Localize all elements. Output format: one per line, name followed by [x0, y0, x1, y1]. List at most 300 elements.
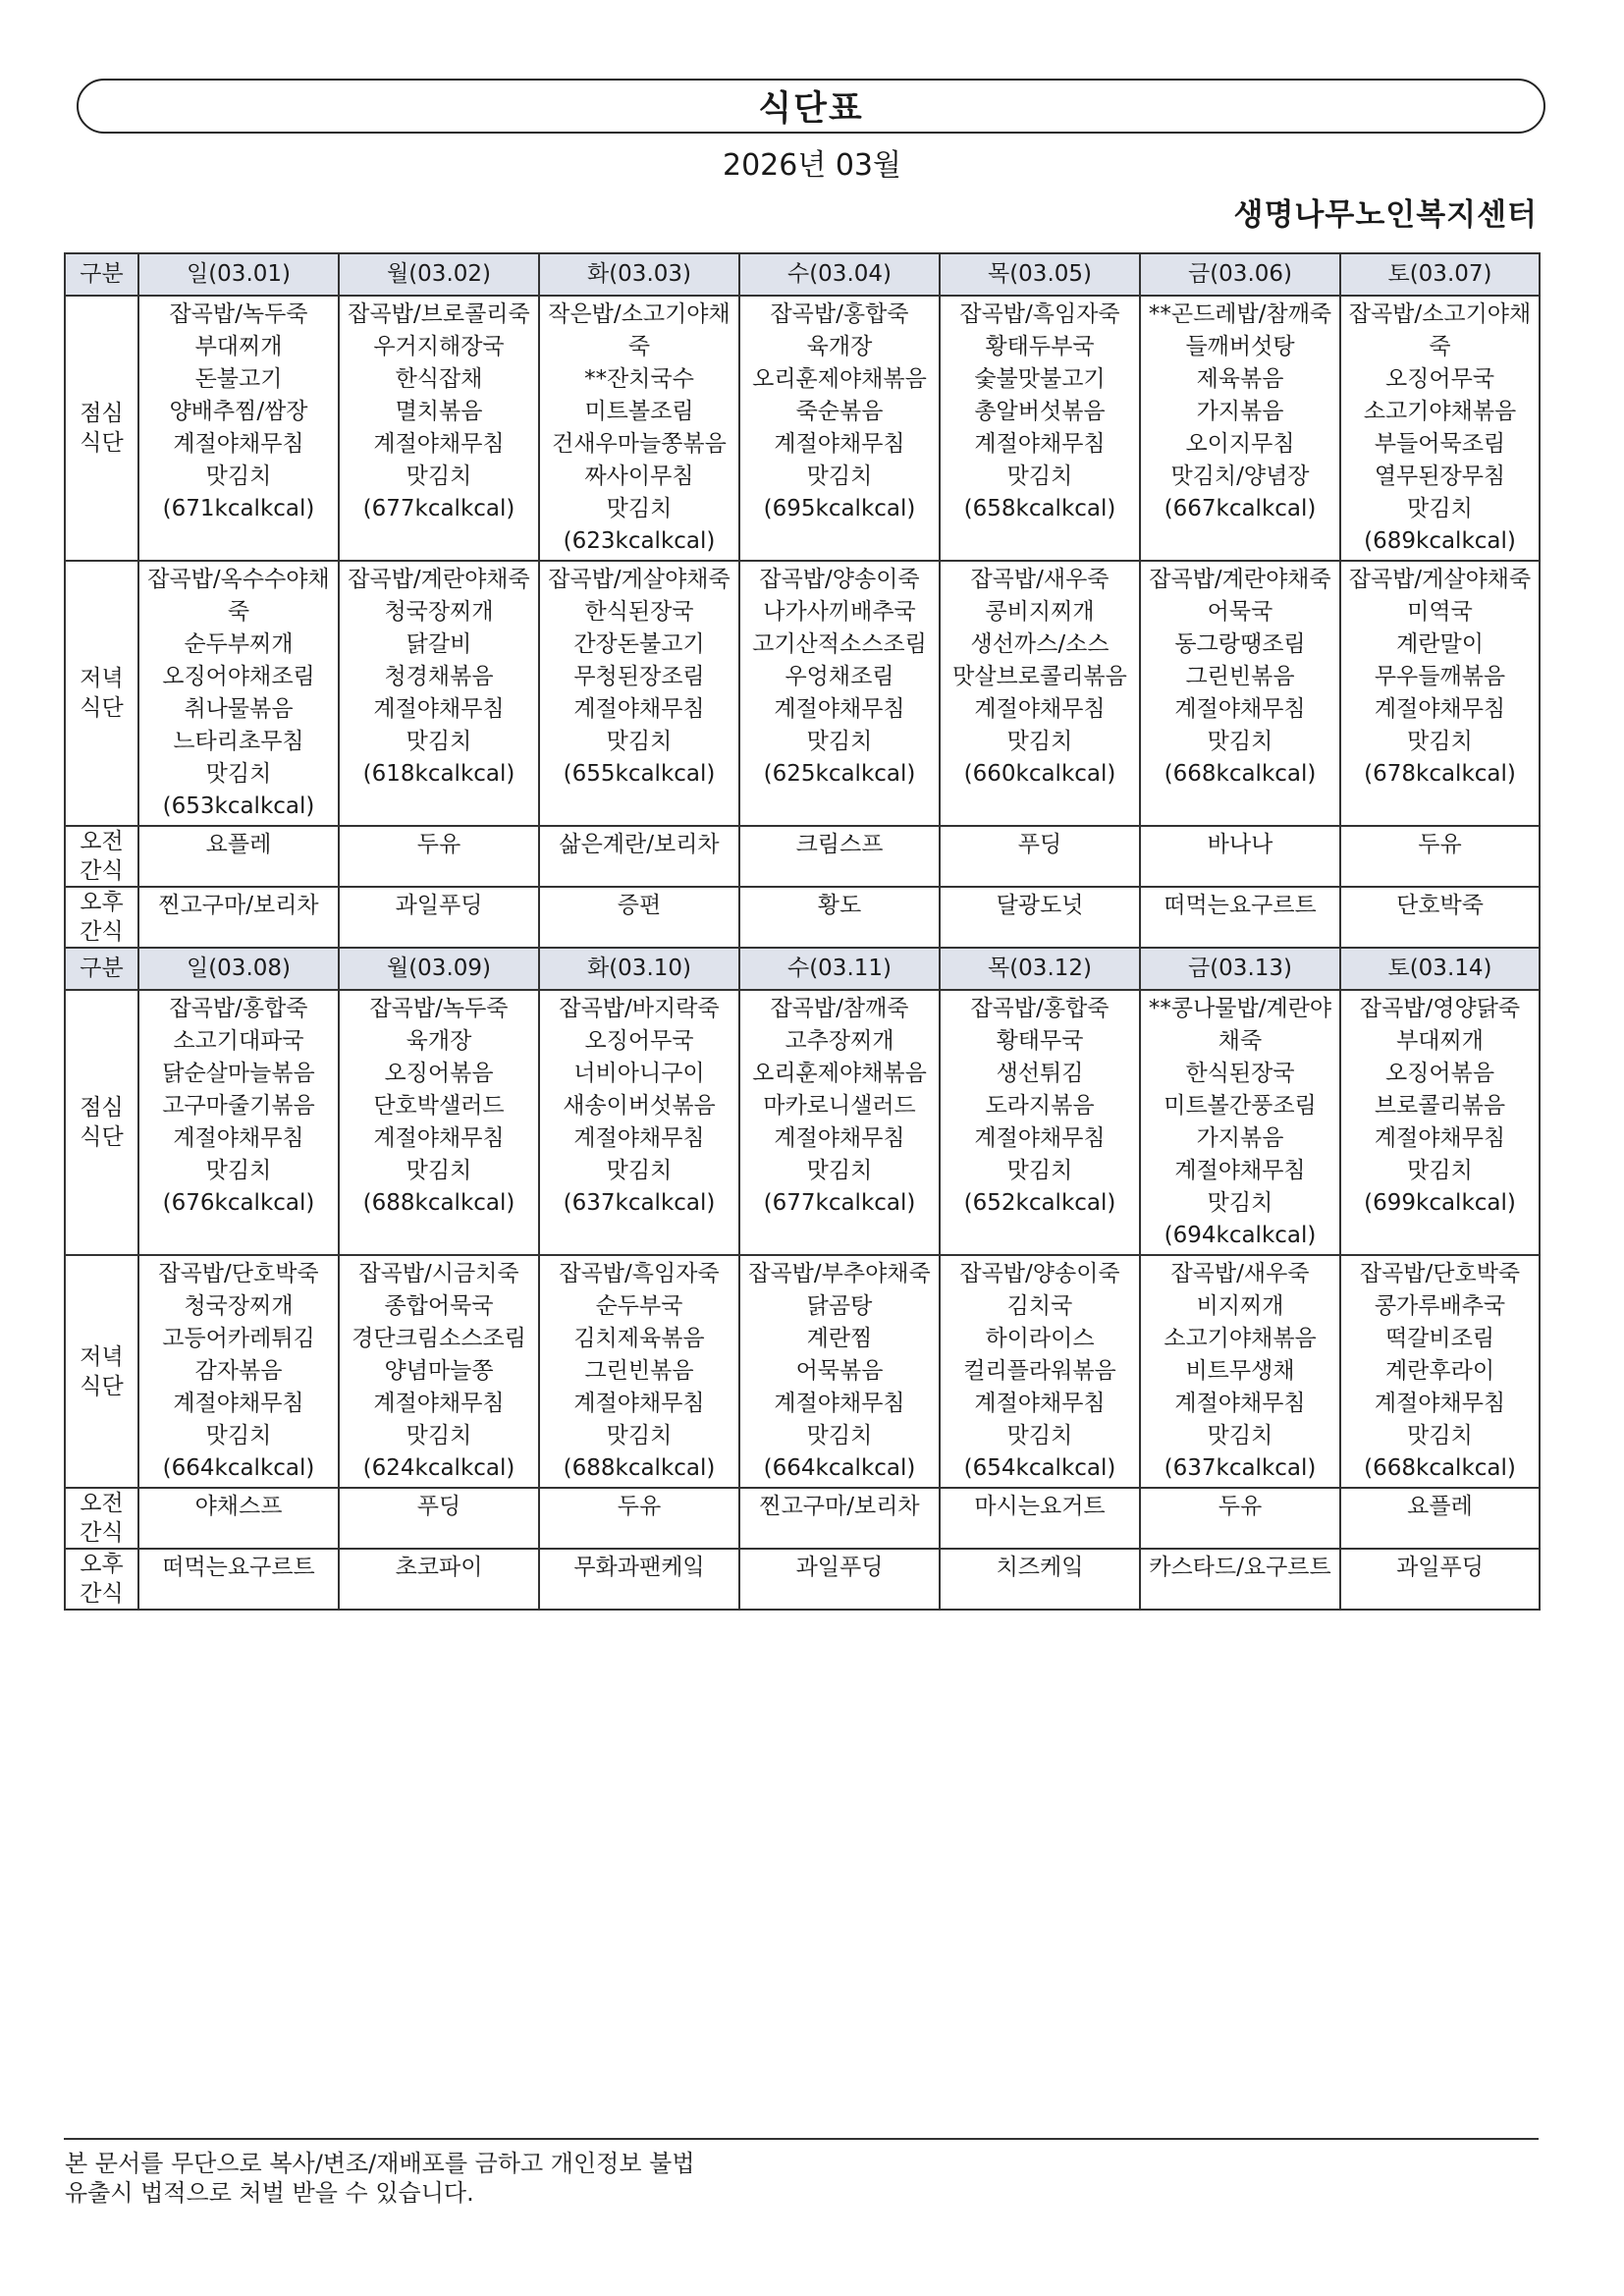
copyright-line-1: 본 문서를 무단으로 복사/변조/재배포를 금하고 개인정보 불법	[65, 2150, 695, 2177]
meal-cell	[940, 990, 1140, 1255]
calorie-value: (655kcalkcal)	[563, 761, 716, 787]
menu-item: 느타리초무침	[173, 729, 304, 754]
am-snack-row-label: 오전 간식	[65, 826, 138, 887]
snack-cell	[1340, 887, 1540, 948]
menu-item: 계절야채무침	[774, 1391, 905, 1416]
menu-item: 잡곡밥/홍합죽	[970, 996, 1110, 1021]
meal-cell	[940, 561, 1140, 826]
menu-item: 잡곡밥/참깨죽	[770, 996, 909, 1021]
menu-item: 부대찌개	[1396, 1028, 1484, 1054]
menu-item: 어묵볶음	[795, 1358, 884, 1384]
day-header: 화(03.10)	[539, 948, 739, 990]
calorie-value: (664kcalkcal)	[763, 1455, 916, 1481]
snack-item: 황도	[817, 893, 862, 918]
pm-snack-row-label: 오후 간식	[65, 887, 138, 948]
snack-cell	[1140, 887, 1340, 948]
snack-cell	[138, 826, 339, 887]
center-name: 생명나무노인복지센터	[1233, 197, 1538, 233]
lunch-row-label: 점심 식단	[65, 990, 138, 1255]
day-header: 일(03.08)	[138, 948, 339, 990]
menu-item: 맛김치	[406, 1423, 472, 1449]
menu-item: 우거지해장국	[373, 334, 505, 359]
snack-cell	[1140, 1488, 1340, 1549]
meal-cell	[138, 296, 339, 561]
menu-item: 계란찜	[806, 1326, 873, 1351]
menu-item: **잔치국수	[584, 366, 694, 392]
menu-item: 잡곡밥/시금치죽	[358, 1261, 519, 1286]
menu-item: 잡곡밥/양송이죽	[959, 1261, 1120, 1286]
snack-cell	[1340, 1549, 1540, 1610]
pm-snack-row	[65, 887, 1540, 948]
meal-cell	[940, 1255, 1140, 1488]
menu-item: 맛김치	[1407, 729, 1473, 754]
menu-item: 닭곰탕	[806, 1293, 873, 1319]
footer-divider	[64, 2138, 1539, 2140]
pm-snack-row	[65, 1549, 1540, 1610]
menu-item: 그린빈볶음	[1185, 664, 1295, 689]
menu-item: 단호박샐러드	[373, 1093, 505, 1119]
meal-cell	[1340, 296, 1540, 561]
menu-item: 잡곡밥/단호박죽	[1359, 1261, 1521, 1286]
menu-item: 멸치볶음	[395, 399, 483, 424]
menu-item: 육개장	[806, 334, 873, 359]
snack-cell	[339, 887, 539, 948]
snack-cell	[1140, 1549, 1340, 1610]
snack-cell	[138, 1549, 339, 1610]
snack-item: 삶은계란/보리차	[559, 832, 720, 857]
lunch-row-label: 점심 식단	[65, 296, 138, 561]
lunch-row	[65, 990, 1540, 1255]
menu-item: 맛살브로콜리볶음	[952, 664, 1127, 689]
menu-item: 계절야채무침	[1374, 1391, 1506, 1416]
menu-item: 한식된장국	[1185, 1061, 1295, 1086]
menu-item: 오징어무국	[584, 1028, 694, 1054]
menu-item: 생선까스/소스	[970, 631, 1110, 657]
meal-cell	[138, 990, 339, 1255]
menu-item: 고등어카레튀김	[162, 1326, 315, 1351]
meal-cell	[138, 1255, 339, 1488]
menu-item: 잡곡밥/부추야채죽	[748, 1261, 931, 1286]
menu-item: 무청된장조림	[573, 664, 705, 689]
menu-item: **곤드레밥/참깨죽	[1148, 301, 1332, 327]
meal-cell	[1340, 561, 1540, 826]
menu-item: 잡곡밥/홍합죽	[169, 996, 308, 1021]
menu-item: 맛김치	[606, 1158, 673, 1183]
menu-item: 오이지무침	[1185, 431, 1295, 457]
menu-item: 순두부국	[595, 1293, 683, 1319]
day-header: 월(03.02)	[339, 253, 539, 296]
menu-item: 맛김치	[1207, 729, 1273, 754]
menu-item: 잡곡밥/게살야채죽	[548, 567, 731, 592]
copyright-line-2: 유출시 법적으로 처벌 받을 수 있습니다.	[65, 2179, 474, 2207]
menu-item: 미트볼조림	[584, 399, 694, 424]
menu-item: 비지찌개	[1196, 1293, 1284, 1319]
menu-item: 오징어야채조림	[162, 664, 315, 689]
menu-item: 잡곡밥/소고기야채죽	[1348, 301, 1532, 359]
menu-item: 계절야채무침	[1374, 1125, 1506, 1151]
menu-item: 고추장찌개	[785, 1028, 894, 1054]
menu-item: 작은밥/소고기야채죽	[548, 301, 731, 359]
menu-item: 맛김치	[1006, 1423, 1073, 1449]
menu-item: 오징어볶음	[1384, 1061, 1495, 1086]
calorie-value: (671kcalkcal)	[162, 496, 315, 521]
snack-item: 크림스프	[795, 832, 884, 857]
menu-item: 청국장찌개	[184, 1293, 294, 1319]
meal-cell	[739, 561, 940, 826]
meal-cell	[739, 990, 940, 1255]
menu-item: 도라지볶음	[985, 1093, 1095, 1119]
calorie-value: (637kcalkcal)	[1164, 1455, 1317, 1481]
menu-item: 오징어볶음	[384, 1061, 494, 1086]
pm-snack-row-label: 오후 간식	[65, 1549, 138, 1610]
meal-cell	[1340, 1255, 1540, 1488]
menu-item: 잡곡밥/바지락죽	[559, 996, 720, 1021]
menu-item: 잡곡밥/녹두죽	[169, 301, 308, 327]
snack-item: 무화과팬케잌	[573, 1555, 705, 1580]
menu-item: 계절야채무침	[573, 696, 705, 722]
calorie-value: (676kcalkcal)	[162, 1190, 315, 1216]
snack-item: 과일푸딩	[395, 893, 483, 918]
dinner-row	[65, 1255, 1540, 1488]
calorie-value: (660kcalkcal)	[963, 761, 1116, 787]
lunch-row	[65, 296, 1540, 561]
day-header: 금(03.06)	[1140, 253, 1340, 296]
calorie-value: (667kcalkcal)	[1164, 496, 1317, 521]
menu-item: 맛김치	[606, 1423, 673, 1449]
menu-item: 비트무생채	[1185, 1358, 1295, 1384]
menu-item: 계절야채무침	[173, 1391, 304, 1416]
menu-item: 맛김치	[1207, 1190, 1273, 1216]
snack-cell	[940, 887, 1140, 948]
day-header: 수(03.04)	[739, 253, 940, 296]
copyright-notice	[65, 2149, 695, 2208]
am-snack-row	[65, 1488, 1540, 1549]
meal-cell	[940, 296, 1140, 561]
week-header-row	[65, 253, 1540, 296]
calorie-value: (668kcalkcal)	[1364, 1455, 1516, 1481]
menu-item: 계절야채무침	[573, 1391, 705, 1416]
calorie-value: (652kcalkcal)	[963, 1190, 1116, 1216]
menu-item: 맛김치	[1006, 464, 1073, 489]
menu-item: 가지볶음	[1196, 1125, 1284, 1151]
snack-item: 과일푸딩	[1396, 1555, 1484, 1580]
meal-cell	[539, 1255, 739, 1488]
menu-item: 잡곡밥/영양닭죽	[1359, 996, 1521, 1021]
menu-item: 계절야채무침	[774, 1125, 905, 1151]
calorie-value: (637kcalkcal)	[563, 1190, 716, 1216]
menu-item: 떡갈비조림	[1384, 1326, 1495, 1351]
menu-item: 잡곡밥/녹두죽	[369, 996, 509, 1021]
snack-item: 푸딩	[416, 1494, 461, 1519]
day-header: 화(03.03)	[539, 253, 739, 296]
menu-item: 잡곡밥/새우죽	[970, 567, 1110, 592]
snack-item: 두유	[416, 832, 461, 857]
snack-cell	[138, 887, 339, 948]
menu-item: 콩비지찌개	[985, 599, 1095, 625]
menu-item: 들깨버섯탕	[1185, 334, 1295, 359]
snack-item: 두유	[617, 1494, 662, 1519]
menu-item: 계절야채무침	[373, 1125, 505, 1151]
menu-item: 소고기야채볶음	[1363, 399, 1517, 424]
menu-item: 맛김치	[406, 464, 472, 489]
menu-item: 계절야채무침	[373, 696, 505, 722]
meal-cell	[1140, 296, 1340, 561]
menu-item: 닭순살마늘볶음	[162, 1061, 315, 1086]
menu-item: 고구마줄기볶음	[162, 1093, 315, 1119]
calorie-value: (677kcalkcal)	[763, 1190, 916, 1216]
menu-item: 브로콜리볶음	[1374, 1093, 1506, 1119]
menu-item: 계란말이	[1396, 631, 1484, 657]
dinner-row	[65, 561, 1540, 826]
menu-item: 미트볼간풍조림	[1164, 1093, 1317, 1119]
menu-item: 가지볶음	[1196, 399, 1284, 424]
menu-item: 순두부찌개	[184, 631, 294, 657]
snack-item: 찐고구마/보리차	[158, 893, 319, 918]
calorie-value: (623kcalkcal)	[563, 528, 716, 554]
menu-item: 새송이버섯볶음	[563, 1093, 716, 1119]
menu-item: 맛김치	[806, 1158, 873, 1183]
menu-item: 맛김치	[606, 496, 673, 521]
menu-item: 계란후라이	[1384, 1358, 1495, 1384]
dinner-row-label: 저녁 식단	[65, 1255, 138, 1488]
snack-cell	[339, 1488, 539, 1549]
snack-item: 요플레	[1407, 1494, 1473, 1519]
meal-cell	[539, 990, 739, 1255]
menu-item: 너비아니구이	[573, 1061, 705, 1086]
calorie-value: (695kcalkcal)	[763, 496, 916, 521]
snack-cell	[739, 1549, 940, 1610]
menu-item: 어묵국	[1207, 599, 1273, 625]
menu-item: 계절야채무침	[974, 1125, 1106, 1151]
menu-item: 맛김치	[1006, 729, 1073, 754]
menu-item: 계절야채무침	[974, 431, 1106, 457]
calorie-value: (699kcalkcal)	[1364, 1190, 1516, 1216]
meal-cell	[539, 561, 739, 826]
day-header: 토(03.14)	[1340, 948, 1540, 990]
snack-item: 떠먹는요구르트	[1164, 893, 1317, 918]
meal-cell	[339, 990, 539, 1255]
menu-item: 계절야채무침	[974, 1391, 1106, 1416]
meal-cell	[339, 1255, 539, 1488]
menu-item: 김치국	[1006, 1293, 1073, 1319]
snack-item: 초코파이	[395, 1555, 483, 1580]
menu-item: 맛김치	[205, 1423, 272, 1449]
menu-item: 계절야채무침	[373, 1391, 505, 1416]
snack-item: 단호박죽	[1396, 893, 1484, 918]
menu-item: 열무된장무침	[1374, 464, 1506, 489]
calorie-value: (625kcalkcal)	[763, 761, 916, 787]
snack-item: 두유	[1218, 1494, 1263, 1519]
menu-item: 나가사끼배추국	[763, 599, 916, 625]
menu-item: 맛김치	[205, 761, 272, 787]
menu-item: 잡곡밥/브로콜리죽	[348, 301, 530, 327]
menu-item: 건새우마늘쫑볶음	[552, 431, 727, 457]
menu-item: 계절야채무침	[1174, 1391, 1306, 1416]
menu-item: 부들어묵조림	[1374, 431, 1506, 457]
menu-item: 계절야채무침	[1174, 696, 1306, 722]
calorie-value: (689kcalkcal)	[1364, 528, 1516, 554]
menu-item: 맛김치	[1407, 496, 1473, 521]
meal-plan-table	[64, 252, 1541, 1611]
snack-cell	[1140, 826, 1340, 887]
meal-cell	[1340, 990, 1540, 1255]
menu-item: 양배추찜/쌈장	[169, 399, 308, 424]
snack-cell	[1340, 1488, 1540, 1549]
meal-cell	[539, 296, 739, 561]
menu-item: 맛김치	[205, 1158, 272, 1183]
day-header: 월(03.09)	[339, 948, 539, 990]
snack-cell	[940, 1549, 1140, 1610]
snack-cell	[940, 826, 1140, 887]
snack-cell	[739, 1488, 940, 1549]
am-snack-row	[65, 826, 1540, 887]
menu-item: 오리훈제야채볶음	[752, 1061, 927, 1086]
meal-cell	[339, 561, 539, 826]
meal-cell	[1140, 561, 1340, 826]
meal-cell	[739, 296, 940, 561]
meal-cell	[739, 1255, 940, 1488]
menu-item: 맛김치	[806, 729, 873, 754]
snack-cell	[539, 826, 739, 887]
menu-item: 감자볶음	[194, 1358, 283, 1384]
calorie-value: (678kcalkcal)	[1364, 761, 1516, 787]
menu-item: 잡곡밥/흑임자죽	[959, 301, 1120, 327]
menu-item: 취나물볶음	[184, 696, 294, 722]
calorie-value: (624kcalkcal)	[362, 1455, 515, 1481]
menu-item: 잡곡밥/흑임자죽	[559, 1261, 720, 1286]
menu-item: 죽순볶음	[795, 399, 884, 424]
menu-item: 잡곡밥/홍합죽	[770, 301, 909, 327]
snack-cell	[339, 826, 539, 887]
calorie-value: (688kcalkcal)	[362, 1190, 515, 1216]
menu-item: 계절야채무침	[774, 696, 905, 722]
menu-item: 컬리플라워볶음	[963, 1358, 1116, 1384]
day-header: 수(03.11)	[739, 948, 940, 990]
menu-item: 우엉채조림	[785, 664, 894, 689]
menu-item: 총알버섯볶음	[974, 399, 1106, 424]
menu-item: 계절야채무침	[774, 431, 905, 457]
snack-item: 요플레	[205, 832, 272, 857]
menu-item: 계절야채무침	[1374, 696, 1506, 722]
snack-item: 마시는요거트	[974, 1494, 1106, 1519]
menu-item: 맛김치	[406, 1158, 472, 1183]
snack-item: 푸딩	[1017, 832, 1062, 857]
calorie-value: (664kcalkcal)	[162, 1455, 315, 1481]
snack-item: 찐고구마/보리차	[759, 1494, 920, 1519]
menu-item: 그린빈볶음	[584, 1358, 694, 1384]
calorie-value: (677kcalkcal)	[362, 496, 515, 521]
menu-item: 잡곡밥/새우죽	[1170, 1261, 1310, 1286]
menu-item: 돈불고기	[194, 366, 283, 392]
menu-item: 맛김치	[806, 464, 873, 489]
snack-item: 두유	[1418, 832, 1462, 857]
menu-item: 소고기대파국	[173, 1028, 304, 1054]
snack-item: 증편	[617, 893, 662, 918]
menu-item: 잡곡밥/양송이죽	[759, 567, 920, 592]
calorie-value: (694kcalkcal)	[1164, 1223, 1317, 1248]
snack-item: 과일푸딩	[795, 1555, 884, 1580]
menu-item: 숯불맛불고기	[974, 366, 1106, 392]
calorie-value: (668kcalkcal)	[1164, 761, 1317, 787]
menu-item: 양념마늘쫑	[384, 1358, 494, 1384]
snack-item: 카스타드/요구르트	[1149, 1555, 1331, 1580]
menu-item: 청국장찌개	[384, 599, 494, 625]
snack-cell	[1340, 826, 1540, 887]
day-header: 일(03.01)	[138, 253, 339, 296]
snack-cell	[539, 1549, 739, 1610]
meal-cell	[1140, 1255, 1340, 1488]
month-label: 2026년 03월	[722, 148, 902, 183]
week-header-row	[65, 948, 1540, 990]
menu-item: 황태두부국	[985, 334, 1095, 359]
dinner-row-label: 저녁 식단	[65, 561, 138, 826]
calorie-value: (658kcalkcal)	[963, 496, 1116, 521]
calorie-value: (688kcalkcal)	[563, 1455, 716, 1481]
menu-item: 계절야채무침	[974, 696, 1106, 722]
menu-item: 고기산적소스조림	[752, 631, 927, 657]
menu-item: 경단크림소스조림	[352, 1326, 526, 1351]
menu-item: 닭갈비	[406, 631, 472, 657]
menu-item: 맛김치	[1006, 1158, 1073, 1183]
snack-cell	[739, 887, 940, 948]
menu-item: 콩가루배추국	[1374, 1293, 1506, 1319]
menu-item: 맛김치	[205, 464, 272, 489]
day-header: 목(03.05)	[940, 253, 1140, 296]
calorie-value: (653kcalkcal)	[162, 793, 315, 819]
menu-item: 육개장	[406, 1028, 472, 1054]
snack-item: 치즈케잌	[996, 1555, 1084, 1580]
snack-cell	[940, 1488, 1140, 1549]
menu-item: 종합어묵국	[384, 1293, 494, 1319]
page-title: 식단표	[77, 79, 1545, 134]
menu-item: 황태무국	[996, 1028, 1084, 1054]
menu-item: 맛김치	[1407, 1423, 1473, 1449]
day-header: 토(03.07)	[1340, 253, 1540, 296]
menu-item: 생선튀김	[996, 1061, 1084, 1086]
snack-cell	[739, 826, 940, 887]
menu-item: 오징어무국	[1384, 366, 1495, 392]
snack-cell	[138, 1488, 339, 1549]
menu-item: 오리훈제야채볶음	[752, 366, 927, 392]
menu-item: 맛김치/양념장	[1170, 464, 1310, 489]
menu-item: 맛김치	[406, 729, 472, 754]
snack-item: 달광도넛	[996, 893, 1084, 918]
day-header: 금(03.13)	[1140, 948, 1340, 990]
meal-cell	[138, 561, 339, 826]
gubun-header: 구분	[65, 253, 138, 296]
meal-cell	[1140, 990, 1340, 1255]
meal-cell	[339, 296, 539, 561]
menu-item: 짜사이무침	[584, 464, 694, 489]
menu-item: 계절야채무침	[1174, 1158, 1306, 1183]
snack-item: 떠먹는요구르트	[162, 1555, 315, 1580]
menu-item: 맛김치	[1207, 1423, 1273, 1449]
menu-item: 계절야채무침	[373, 431, 505, 457]
menu-item: 잡곡밥/단호박죽	[158, 1261, 319, 1286]
menu-item: 한식된장국	[584, 599, 694, 625]
day-header: 목(03.12)	[940, 948, 1140, 990]
menu-item: 잡곡밥/계란야채죽	[348, 567, 530, 592]
snack-item: 야채스프	[194, 1494, 283, 1519]
menu-item: 계절야채무침	[173, 1125, 304, 1151]
calorie-value: (654kcalkcal)	[963, 1455, 1116, 1481]
calorie-value: (618kcalkcal)	[362, 761, 515, 787]
menu-item: 동그랑땡조림	[1174, 631, 1306, 657]
menu-item: 맛김치	[606, 729, 673, 754]
snack-cell	[339, 1549, 539, 1610]
menu-item: **콩나물밥/계란야채죽	[1148, 996, 1332, 1054]
menu-item: 맛김치	[1407, 1158, 1473, 1183]
